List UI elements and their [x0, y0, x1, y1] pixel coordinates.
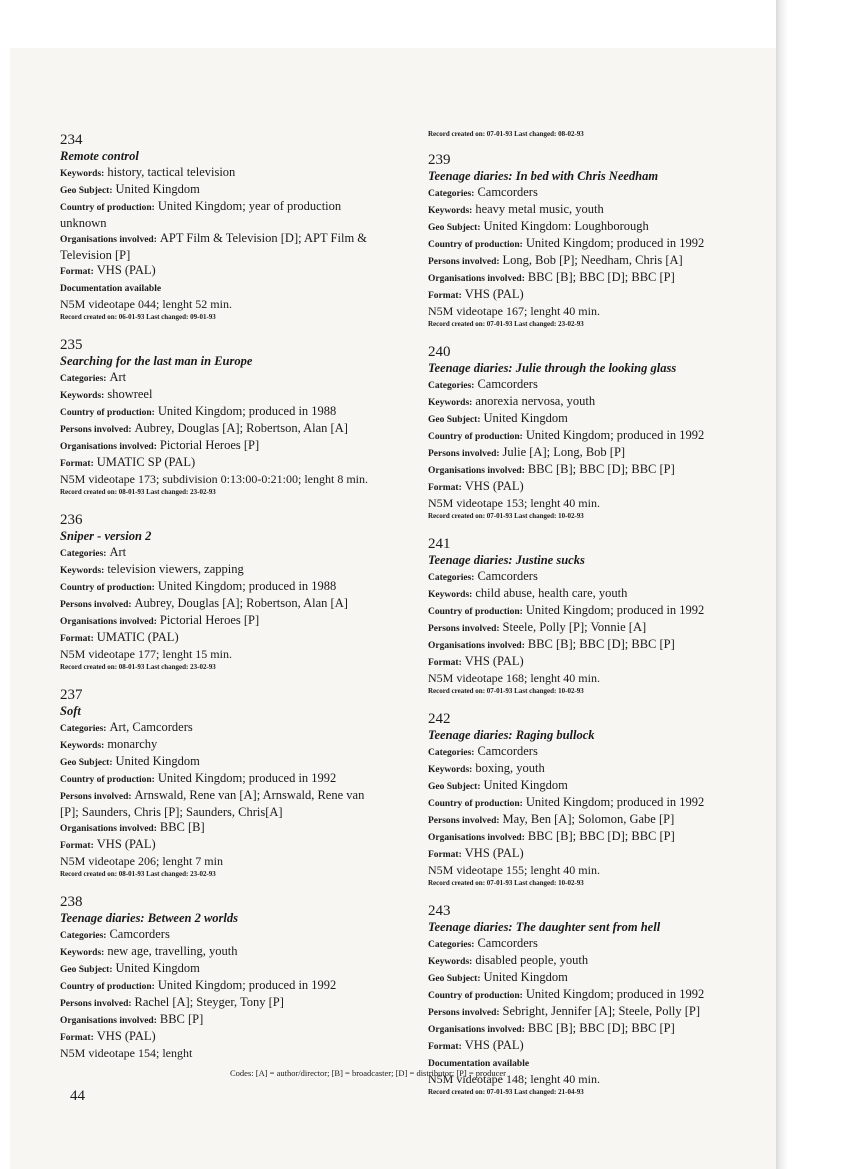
tape-info: N5M videotape 155; lenght 40 min. [428, 863, 600, 877]
record-dates: Record created on: 07-01-93 Last changed: 10-02-93 [428, 687, 584, 695]
categories-field: Categories: Camcorders [428, 377, 538, 391]
keywords-field: Keywords: new age, travelling, youth [60, 944, 238, 958]
entry-title: Teenage diaries: In bed with Chris Needham [428, 169, 659, 183]
categories-field: Categories: Art [60, 545, 127, 559]
keywords-field: Keywords: television viewers, zapping [60, 562, 244, 576]
geo-field: Geo Subject: United Kingdom [428, 778, 568, 792]
categories-field: Categories: Camcorders [428, 936, 538, 950]
categories-field: Categories: Art [60, 370, 127, 384]
categories-field: Categories: Camcorders [428, 569, 538, 583]
catalog-entry-237 [60, 687, 378, 880]
documentation-field: Documentation available [60, 284, 162, 294]
record-dates: Record created on: 07-01-93 Last changed: 21-04-93 [428, 1088, 584, 1096]
keywords-field: Keywords: showreel [60, 387, 153, 401]
orgs-field: Organisations involved: BBC [P] [60, 1012, 204, 1026]
catalog-entry-239 [428, 152, 750, 330]
categories-field: Categories: Camcorders [60, 927, 170, 941]
tape-info: N5M videotape 153; lenght 40 min. [428, 496, 600, 510]
keywords-field: Keywords: heavy metal music, youth [428, 202, 604, 216]
entry-number: 234 [60, 132, 83, 148]
entry-number: 238 [60, 894, 83, 910]
record-dates: Record created on: 07-01-93 Last changed: 10-02-93 [428, 879, 584, 887]
orgs-field: Organisations involved: BBC [B]; BBC [D]; BBC [P] [428, 637, 675, 651]
entry-number: 236 [60, 512, 83, 528]
country-field: Country of production: United Kingdom; produced in 1992 [428, 428, 705, 442]
persons-field: Persons involved: Long, Bob [P]; Needham, Chris [A] [428, 253, 683, 267]
country-field: Country of production: United Kingdom; produced in 1992 [428, 987, 705, 1001]
persons-field: Persons involved: Rachel [A]; Steyger, Tony [P] [60, 995, 284, 1009]
format-field: Format: UMATIC SP (PAL) [60, 455, 196, 469]
entry-title: Teenage diaries: Between 2 worlds [60, 911, 239, 925]
catalog-entry-240 [428, 344, 750, 522]
geo-field: Geo Subject: United Kingdom [428, 411, 568, 425]
entry-number: 242 [428, 711, 451, 727]
record-dates: Record created on: 08-01-93 Last changed: 23-02-93 [60, 663, 216, 671]
format-field: Format: VHS (PAL) [60, 263, 156, 277]
country-field: Country of production: United Kingdom; produced in 1992 [428, 236, 705, 250]
tape-info: N5M videotape 044; lenght 52 min. [60, 297, 232, 311]
keywords-field: Keywords: child abuse, health care, youth [428, 586, 628, 600]
format-field: Format: UMATIC (PAL) [60, 630, 179, 644]
tape-info: N5M videotape 148; lenght 40 min. [428, 1072, 600, 1086]
country-field: Country of production: United Kingdom; produced in 1992 [428, 795, 705, 809]
persons-field: Persons involved: Arnswald, Rene van [A]; Arnswald, Rene van [P]; Saunders, Chris [P]; Saunders, Chris[A] [60, 788, 365, 819]
left-column [60, 132, 378, 1075]
page-edge [776, 0, 850, 1169]
codes-legend: Codes: [A] = author/director; [B] = broadcaster; [D] = distributor; [P] = producer [230, 1068, 506, 1078]
tape-info: N5M videotape 177; lenght 15 min. [60, 647, 232, 661]
entry-title: Teenage diaries: Justine sucks [428, 553, 585, 567]
keywords-field: Keywords: history, tactical television [60, 165, 236, 179]
categories-field: Categories: Art, Camcorders [60, 720, 193, 734]
format-field: Format: VHS (PAL) [428, 287, 524, 301]
categories-field: Categories: Camcorders [428, 185, 538, 199]
entry-number: 239 [428, 152, 451, 168]
tape-info: N5M videotape 173; subdivision 0:13:00-0:21:00; lenght 8 min. [60, 472, 368, 486]
entry-title: Sniper - version 2 [60, 529, 152, 543]
entry-number: 237 [60, 687, 83, 703]
catalog-entry-234 [60, 132, 378, 323]
format-field: Format: VHS (PAL) [60, 837, 156, 851]
persons-field: Persons involved: Sebright, Jennifer [A]; Steele, Polly [P] [428, 1004, 701, 1018]
record-dates: Record created on: 07-01-93 Last changed: 08-02-93 [428, 130, 584, 138]
catalog-entry-238 [60, 894, 378, 1061]
persons-field: Persons involved: Aubrey, Douglas [A]; Robertson, Alan [A] [60, 421, 348, 435]
keywords-field: Keywords: boxing, youth [428, 761, 545, 775]
orgs-field: Organisations involved: BBC [B]; BBC [D]; BBC [P] [428, 462, 675, 476]
orgs-field: Organisations involved: Pictorial Heroes [P] [60, 613, 260, 627]
persons-field: Persons involved: May, Ben [A]; Solomon, Gabe [P] [428, 812, 675, 826]
country-field: Country of production: United Kingdom; produced in 1992 [428, 603, 705, 617]
geo-field: Geo Subject: United Kingdom [428, 970, 568, 984]
format-field: Format: VHS (PAL) [428, 846, 524, 860]
country-field: Country of production: United Kingdom; produced in 1992 [60, 771, 337, 785]
catalog-entry-242 [428, 711, 750, 889]
record-dates: Record created on: 07-01-93 Last changed: 10-02-93 [428, 512, 584, 520]
tape-info: N5M videotape 168; lenght 40 min. [428, 671, 600, 685]
persons-field: Persons involved: Steele, Polly [P]; Vonnie [A] [428, 620, 647, 634]
right-column [428, 129, 750, 1112]
orgs-field: Organisations involved: Pictorial Heroes [P] [60, 438, 260, 452]
record-dates: Record created on: 07-01-93 Last changed: 23-02-93 [428, 320, 584, 328]
keywords-field: Keywords: anorexia nervosa, youth [428, 394, 596, 408]
format-field: Format: VHS (PAL) [60, 1029, 156, 1043]
geo-field: Geo Subject: United Kingdom: Loughborough [428, 219, 649, 233]
record-dates: Record created on: 08-01-93 Last changed: 23-02-93 [60, 488, 216, 496]
categories-field: Categories: Camcorders [428, 744, 538, 758]
catalog-entry-235 [60, 337, 378, 498]
format-field: Format: VHS (PAL) [428, 1038, 524, 1052]
entry-number: 240 [428, 344, 451, 360]
geo-field: Geo Subject: United Kingdom [60, 754, 200, 768]
entry-number: 243 [428, 903, 451, 919]
documentation-field: Documentation available [428, 1059, 530, 1069]
orgs-field: Organisations involved: BBC [B]; BBC [D]; BBC [P] [428, 1021, 675, 1035]
keywords-field: Keywords: disabled people, youth [428, 953, 589, 967]
orgs-field: Organisations involved: APT Film & Television [D]; APT Film & Television [P] [60, 231, 368, 262]
format-field: Format: VHS (PAL) [428, 654, 524, 668]
country-field: Country of production: United Kingdom; produced in 1988 [60, 579, 337, 593]
persons-field: Persons involved: Julie [A]; Long, Bob [P] [428, 445, 626, 459]
entry-number: 241 [428, 536, 451, 552]
entry-title: Remote control [60, 149, 139, 163]
orgs-field: Organisations involved: BBC [B] [60, 820, 205, 834]
country-field: Country of production: United Kingdom; produced in 1992 [60, 978, 337, 992]
orgs-field: Organisations involved: BBC [B]; BBC [D]; BBC [P] [428, 829, 675, 843]
catalog-entry-241 [428, 536, 750, 697]
format-field: Format: VHS (PAL) [428, 479, 524, 493]
entry-title: Teenage diaries: Raging bullock [428, 728, 595, 742]
record-dates: Record created on: 06-01-93 Last changed: 09-01-93 [60, 313, 216, 321]
page-number: 44 [70, 1088, 85, 1104]
tape-info: N5M videotape 154; lenght [60, 1046, 193, 1060]
geo-field: Geo Subject: United Kingdom [60, 961, 200, 975]
entry-title: Searching for the last man in Europe [60, 354, 253, 368]
record-dates: Record created on: 08-01-93 Last changed: 23-02-93 [60, 870, 216, 878]
entry-title: Teenage diaries: Julie through the looking glass [428, 361, 677, 375]
entry-title: Soft [60, 704, 81, 718]
entry-title: Teenage diaries: The daughter sent from hell [428, 920, 661, 934]
catalog-entry-236 [60, 512, 378, 673]
keywords-field: Keywords: monarchy [60, 737, 158, 751]
persons-field: Persons involved: Aubrey, Douglas [A]; Robertson, Alan [A] [60, 596, 348, 610]
tape-info: N5M videotape 206; lenght 7 min [60, 854, 223, 868]
country-field: Country of production: United Kingdom; year of production unknown [60, 199, 342, 230]
geo-field: Geo Subject: United Kingdom [60, 182, 200, 196]
tape-info: N5M videotape 167; lenght 40 min. [428, 304, 600, 318]
country-field: Country of production: United Kingdom; produced in 1988 [60, 404, 337, 418]
orgs-field: Organisations involved: BBC [B]; BBC [D]; BBC [P] [428, 270, 675, 284]
entry-number: 235 [60, 337, 83, 353]
